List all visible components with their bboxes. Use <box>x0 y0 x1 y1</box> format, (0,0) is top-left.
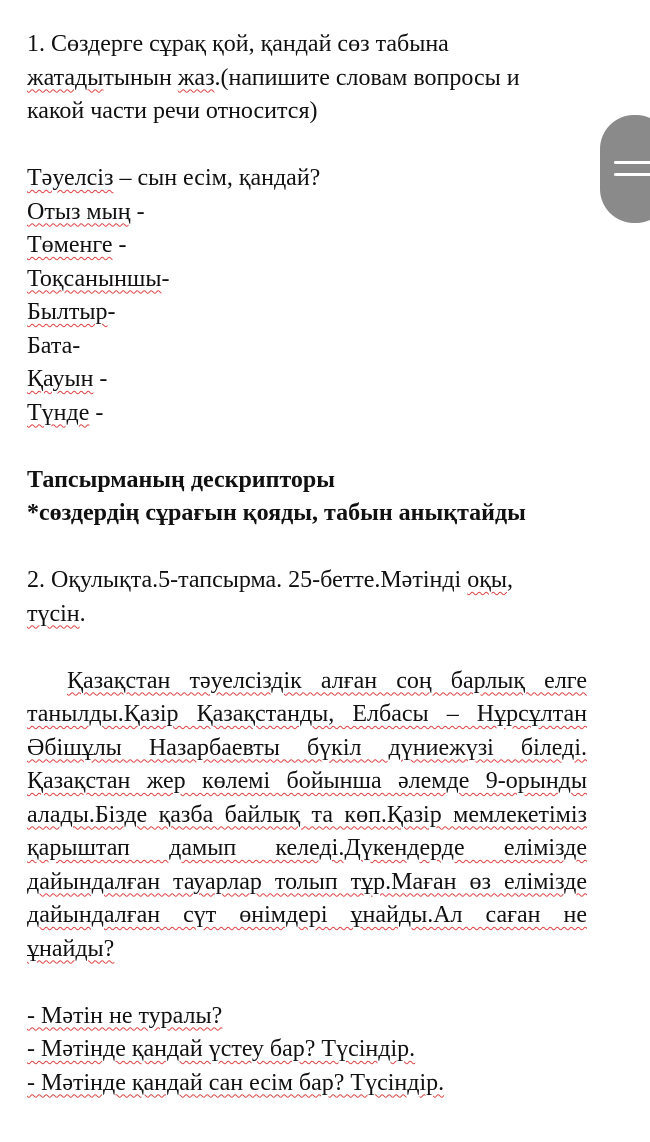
task2-text: . <box>79 600 86 627</box>
word-item <box>27 263 587 297</box>
task2-text: , <box>507 567 514 593</box>
task1-title-text: .(напишите словам вопросы и <box>214 64 520 91</box>
word-item <box>27 296 587 330</box>
side-menu-handle[interactable] <box>600 115 650 223</box>
menu-lines-icon <box>614 173 650 176</box>
task1-title-line2 <box>27 62 587 96</box>
task1-title-line1: 1. Сөздерге сұрақ қой, қандай сөз табына <box>27 31 449 57</box>
word-answer: - <box>130 198 145 225</box>
word: Төменге <box>27 232 113 258</box>
menu-lines-icon <box>614 161 650 164</box>
word: Былтыр <box>27 299 108 325</box>
task2-word: оқы <box>467 567 508 593</box>
word: Отыз мың <box>27 198 131 225</box>
question-item: - Мәтінде қандай сан есім бар? Түсіндір. <box>27 1069 445 1096</box>
word-answer: - <box>89 399 104 426</box>
task2-text: 2. Оқулықта.5-тапсырма. 25-бетте.Мәтінді <box>27 567 468 593</box>
word-answer: - <box>161 265 170 292</box>
question-item: - Мәтін не туралы? <box>27 1002 223 1029</box>
task1-title-text: тынын <box>103 64 178 91</box>
task2-word: түсін <box>27 600 80 627</box>
word-item <box>27 397 587 431</box>
word: Бата <box>27 332 73 359</box>
descriptors-item: *сөздердің сұрағын қояды, табын анықтайды <box>27 500 526 526</box>
descriptors-title: Тапсырманың дескрипторы <box>27 466 336 493</box>
word: Қауын <box>27 366 94 392</box>
document-page <box>27 28 587 1100</box>
word: Тоқсаныншы <box>27 265 162 292</box>
word-item <box>27 196 587 230</box>
word-answer: - <box>72 332 81 359</box>
word: Тәуелсіз <box>27 165 114 191</box>
task1-title-word: жатады <box>27 64 104 91</box>
word-answer: - <box>107 299 116 325</box>
question-item: - Мәтінде қандай үстеу бар? Түсіндір. <box>27 1036 416 1062</box>
word-item <box>27 162 587 196</box>
task2-title <box>27 564 587 631</box>
word: Түнде <box>27 399 90 426</box>
word-answer: - <box>112 232 127 258</box>
task1-title-line3: какой части речи относится) <box>27 98 318 124</box>
word-answer: – сын есім, қандай? <box>113 165 321 191</box>
reading-paragraph: Қазақстан тәуелсіздік алған соң барлық елге танылды.Қазір Қазақстанды, Елбасы – Нұрсұлтан Әбішұлы Назарбаевты бүкіл дүниежүзі біледі. Қазақстан жер көлемі бойынша әлемде 9-орынды алады.Бізде қазба байлық та көп.Қазір мемлекетіміз қарыштап дамып келеді.Дүкендерде елімізде дайындалған тауарлар толып тұр.Маған өз елімізде дайындалған сүт өнімдері ұнайды.Ал саған не ұнайды? <box>27 667 587 962</box>
word-item <box>27 363 587 397</box>
word-item <box>27 330 587 364</box>
word-item <box>27 229 587 263</box>
task1-title-word: жаз <box>177 64 215 91</box>
word-answer: - <box>93 366 108 392</box>
